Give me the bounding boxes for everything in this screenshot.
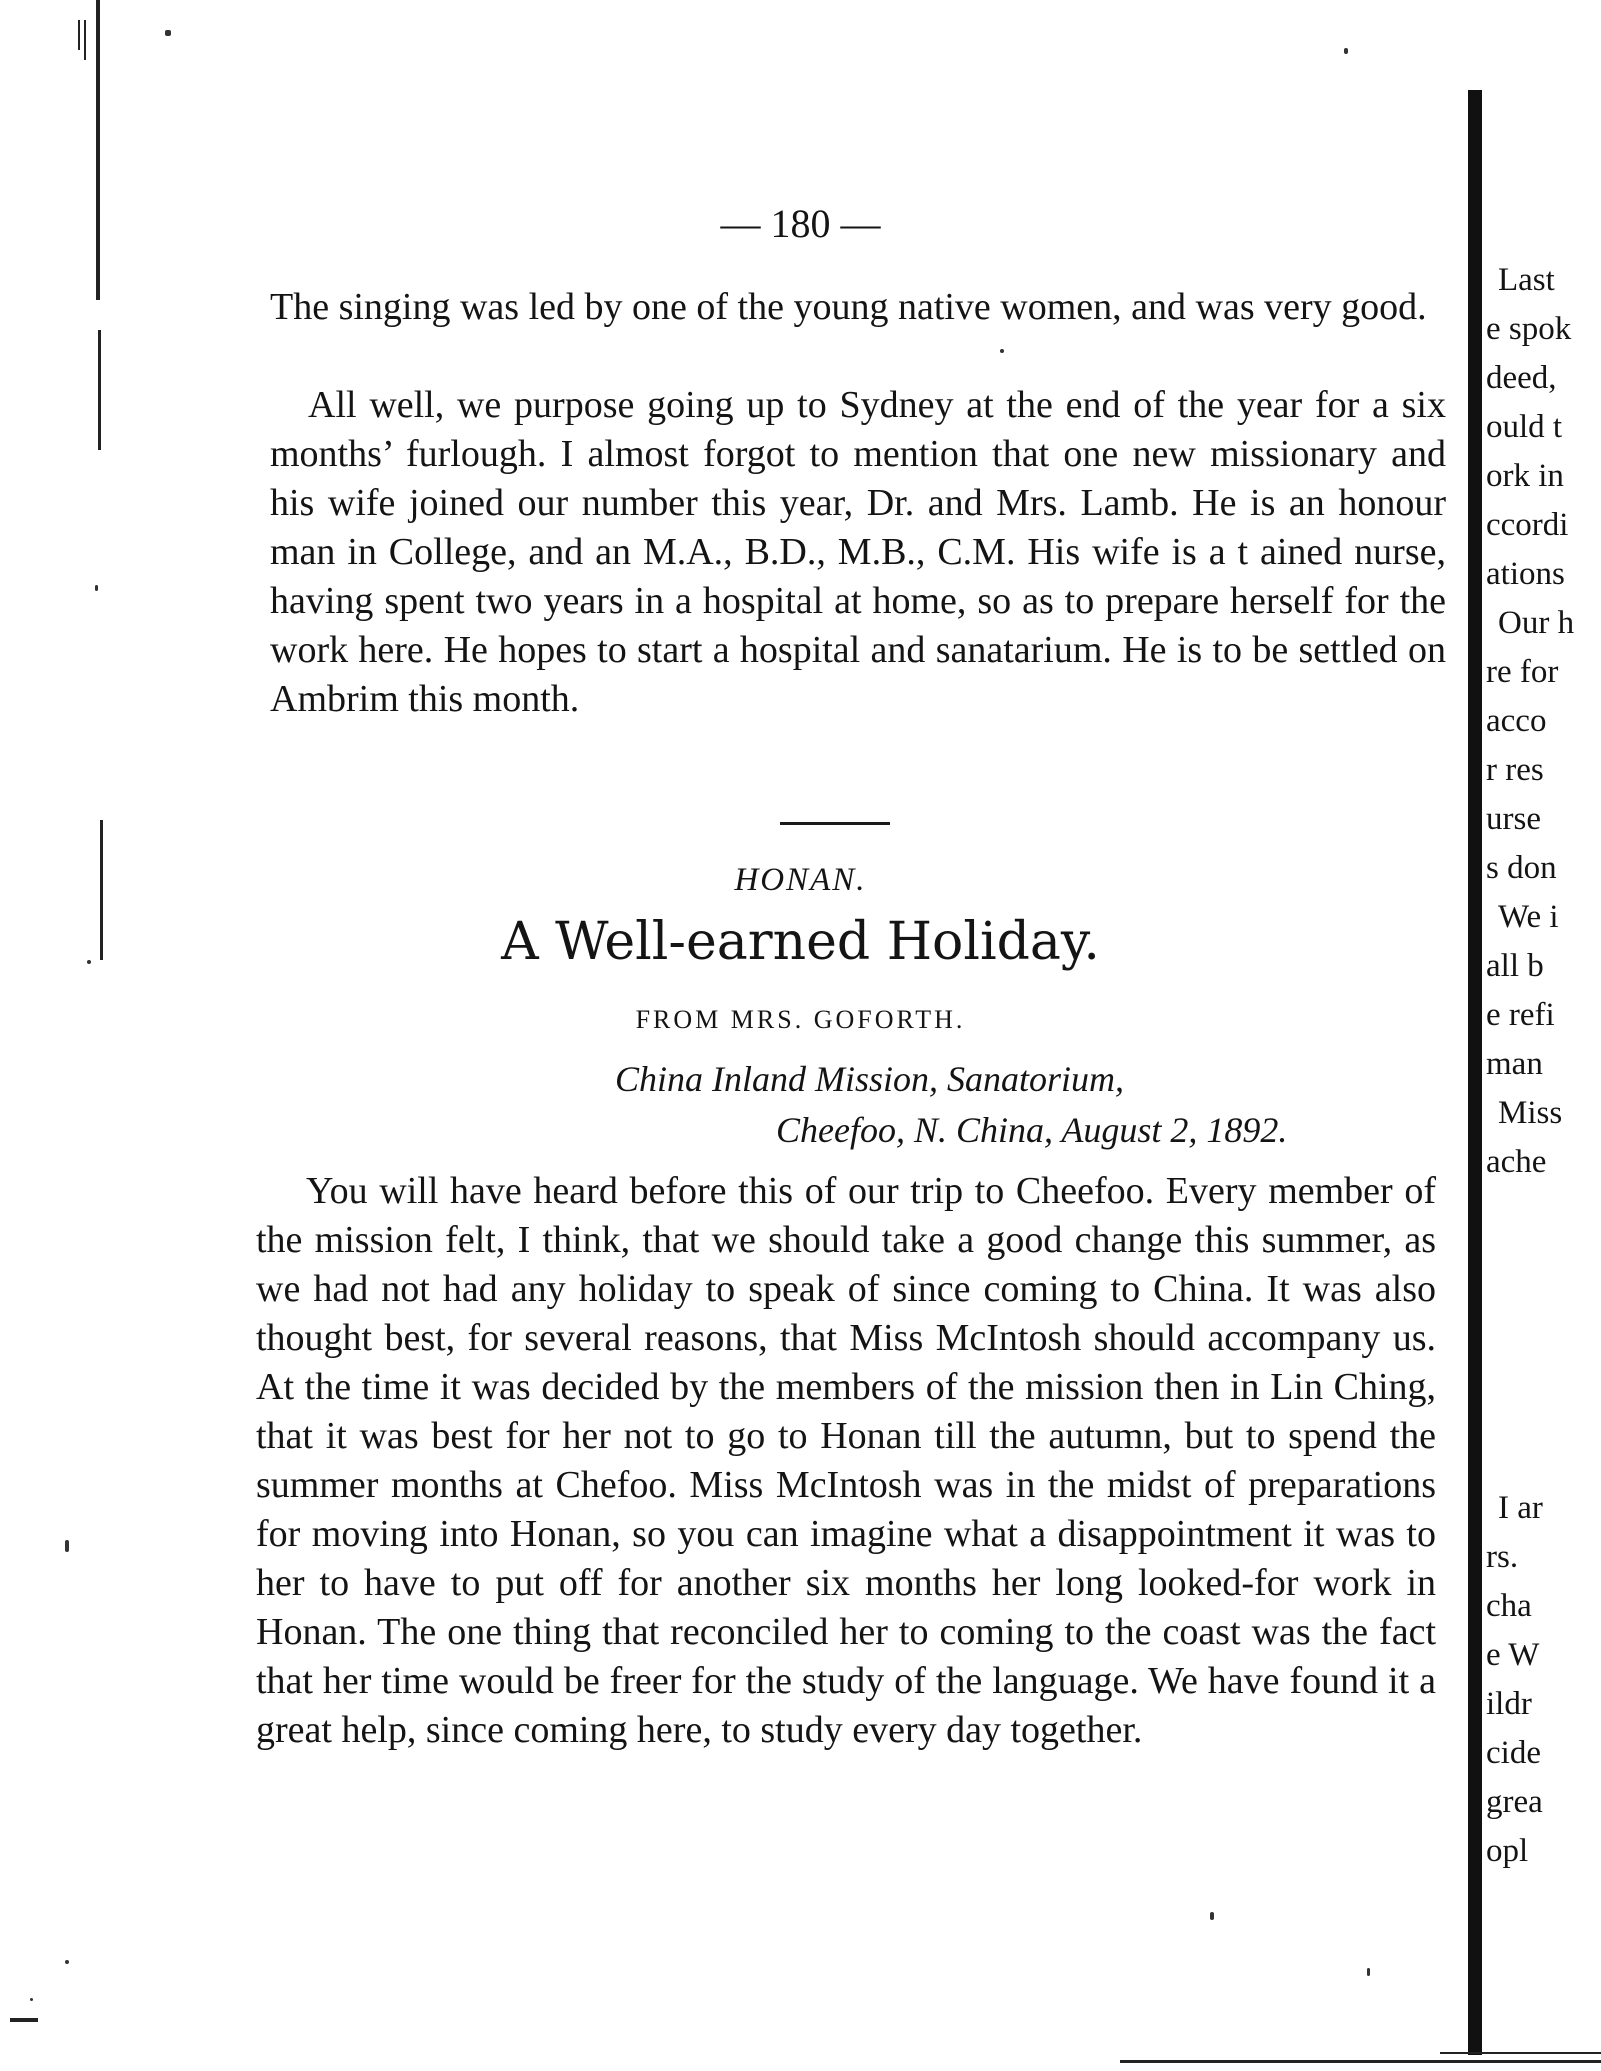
section-title: HONAN. bbox=[734, 862, 867, 898]
adjacent-fragment: man bbox=[1486, 1046, 1543, 1082]
adjacent-fragment: We i bbox=[1498, 899, 1559, 935]
adjacent-fragment: r res bbox=[1486, 752, 1544, 788]
scan-speck bbox=[165, 30, 171, 36]
scan-speck bbox=[65, 1960, 69, 1964]
scan-speck bbox=[1210, 1912, 1214, 1920]
scan-edge-mark bbox=[78, 20, 80, 50]
scan-edge-mark bbox=[84, 20, 86, 60]
scan-speck bbox=[65, 1540, 69, 1552]
adjacent-fragment: deed, bbox=[1486, 360, 1557, 396]
page-gutter-bar bbox=[1468, 90, 1482, 2055]
adjacent-fragment: ache bbox=[1486, 1144, 1547, 1180]
paragraph-furlough: All well, we purpose going up to Sydney at the end of the year for a six months’ furlough. I almost forgot to mention that one new missionary and his wife joined our number this year, Dr. and Mrs. Lamb. He is an honour man in College, and an M.A., B.D., M.B., C.M. His wife is a t ained nurse, having spent two years in a hospital at home, so as to prepare herself for the work here. He hopes to start a hospital and sanatarium. He is to be settled on Ambrim this month. bbox=[270, 384, 1446, 720]
adjacent-fragment: Last bbox=[1498, 262, 1555, 298]
paragraph-singing: The singing was led by one of the young native women, and was very good. bbox=[270, 286, 1427, 328]
paragraph-trip: You will have heard before this of our trip to Cheefoo. Every member of the mission felt, I think, that we should take a good change this summer, as we had not had any holiday to speak of since coming to China. It was also thought best, for several reasons, that Miss McIntosh should accompany us. At the time it was decided by the members of the mission then in Lin Ching, that it was best for her not to go to Honan till the autumn, but to spend the summer months at Chefoo. Miss McIntosh was in the midst of preparations for moving into Honan, so you can imagine what a disappointment it was to her to have to put off for another six months her long looked-for work in Honan. The one thing that reconciled her to coming to the coast was the fact that her time would be freer for the study of the language. We have found it a great help, since coming here, to study every day together. bbox=[256, 1170, 1436, 1751]
adjacent-fragment: cha bbox=[1486, 1588, 1532, 1624]
scan-speck bbox=[1367, 1968, 1370, 1976]
dateline-location: China Inland Mission, Sanatorium, bbox=[615, 1059, 1125, 1099]
adjacent-fragment: ould t bbox=[1486, 409, 1563, 445]
adjacent-fragment: rs. bbox=[1486, 1539, 1519, 1575]
scan-speck bbox=[1344, 48, 1348, 54]
dateline-date: Cheefoo, N. China, August 2, 1892. bbox=[776, 1110, 1288, 1150]
scan-speck bbox=[1000, 349, 1004, 353]
adjacent-fragment: ork in bbox=[1486, 458, 1564, 494]
adjacent-fragment: e spok bbox=[1486, 311, 1572, 347]
adjacent-fragment: cide bbox=[1486, 1735, 1541, 1771]
article-headline: A Well-earned Holiday. bbox=[501, 912, 1100, 972]
page-number: — 180 — bbox=[720, 201, 881, 246]
adjacent-fragment: opl bbox=[1486, 1833, 1529, 1869]
adjacent-fragment: Our h bbox=[1498, 605, 1575, 641]
adjacent-fragment: I ar bbox=[1498, 1490, 1543, 1526]
scan-bottom-rule bbox=[1440, 2052, 1601, 2054]
scan-edge-mark bbox=[10, 2018, 38, 2022]
adjacent-fragment: e refi bbox=[1486, 997, 1555, 1033]
adjacent-fragment: grea bbox=[1486, 1784, 1543, 1820]
article-byline: FROM MRS. GOFORTH. bbox=[635, 1005, 966, 1034]
scan-speck bbox=[30, 1998, 33, 2001]
scan-bottom-rule bbox=[1120, 2060, 1601, 2063]
adjacent-fragment: all b bbox=[1486, 948, 1544, 984]
adjacent-page-column bbox=[1486, 0, 1601, 2071]
adjacent-fragment: e W bbox=[1486, 1637, 1540, 1673]
adjacent-fragment: Miss bbox=[1498, 1095, 1563, 1131]
adjacent-fragment: s don bbox=[1486, 850, 1557, 886]
scan-speck bbox=[95, 585, 98, 591]
adjacent-fragment: re for bbox=[1486, 654, 1559, 690]
adjacent-fragment: ations bbox=[1486, 556, 1565, 592]
scan-edge-mark bbox=[98, 330, 101, 450]
adjacent-fragment: urse bbox=[1486, 801, 1541, 837]
scan-edge-mark bbox=[96, 0, 100, 300]
adjacent-fragment: acco bbox=[1486, 703, 1547, 739]
scan-speck bbox=[87, 960, 91, 964]
adjacent-fragment: ildr bbox=[1486, 1686, 1532, 1722]
scan-edge-mark bbox=[100, 820, 103, 960]
adjacent-fragment: ccordi bbox=[1486, 507, 1569, 543]
section-divider bbox=[780, 822, 890, 825]
